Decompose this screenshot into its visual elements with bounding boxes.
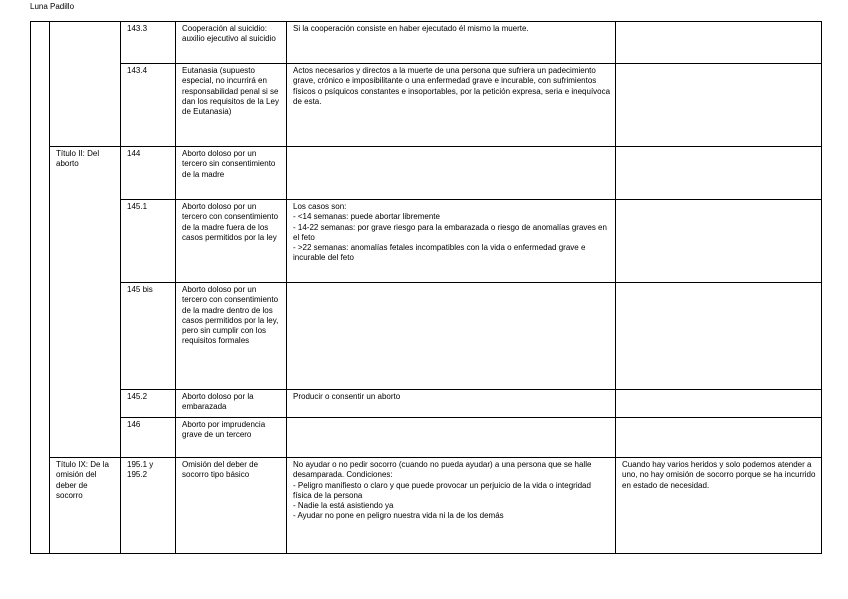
table-row [31,390,822,418]
title-cell: Título II: Del aborto [50,147,121,458]
notes-cell [616,200,822,283]
description-line: - Nadie la está asistiendo ya [293,501,394,511]
article-cell: 145 bis [121,283,176,390]
table-row [31,200,822,283]
description-line: Actos necesarios y directos a la muerte de una persona que sufriera un padecimiento grave, crónico e imposibilitante o una enfermedad grave e incurable, con sufrimientos físicos o psíquicos constantes e insoportables, por la petición expresa, seria e inequívoca de esta. [293,66,611,106]
description-cell [287,64,616,147]
description-line: - >22 semanas: anomalías fetales incompatibles con la vida o enfermedad grave e incurable del feto [293,243,586,263]
document-author: Luna Padillo [30,2,75,11]
notes-cell [616,147,822,200]
notes-cell: Cuando hay varios heridos y solo podemos atender a uno, no hay omisión de socorro porque se ha incurrido en estado de necesidad. [616,458,822,554]
article-cell: 143.4 [121,64,176,147]
description-line: - 14-22 semanas: por grave riesgo para la embarazada o riesgo de anomalías graves en el feto [293,222,607,242]
table-row [31,458,822,554]
article-cell: 145.1 [121,200,176,283]
description-line: - Ayudar no pone en peligro nuestra vida ni la de los demás [293,511,504,521]
notes-cell [616,22,822,64]
table-row [31,22,822,64]
description-cell [287,458,616,554]
description-line: Los casos son: [293,202,347,211]
description-line: No ayudar o no pedir socorro (cuando no pueda ayudar) a una persona que se halle desamparada. Condiciones: [293,460,592,480]
offense-name-cell: Aborto por imprudencia grave de un tercero [176,418,287,458]
description-line: - Peligro manifiesto o claro y que puede provocar un perjuicio de la vida o integridad física de la persona [293,480,591,500]
margin-cell [31,22,50,554]
table-row [31,64,822,147]
article-cell: 146 [121,418,176,458]
notes-cell [616,390,822,418]
offense-name-cell: Aborto doloso por la embarazada [176,390,287,418]
offense-name-cell: Eutanasia (supuesto especial, no incurrirá en responsabilidad penal si se dan los requisitos de la Ley de Eutanasia) [176,64,287,147]
description-cell [287,22,616,64]
notes-cell [616,64,822,147]
offense-name-cell: Aborto doloso por un tercero con consentimiento de la madre dentro de los casos permitidos por la ley, pero sin cumplir con los requisitos formales [176,283,287,390]
description-cell [287,147,616,200]
article-cell: 143.3 [121,22,176,64]
description-line: Si la cooperación consiste en haber ejecutado él mismo la muerte. [293,24,529,33]
offense-name-cell: Cooperación al suicidio: auxilio ejecutivo al suicidio [176,22,287,64]
description-cell [287,283,616,390]
table-row [31,283,822,390]
offense-name-cell: Aborto doloso por un tercero con consentimiento de la madre fuera de los casos permitidos por la ley [176,200,287,283]
notes-cell [616,418,822,458]
description-line: Producir o consentir un aborto [293,392,401,401]
description-cell [287,390,616,418]
article-cell: 145.2 [121,390,176,418]
article-cell: 144 [121,147,176,200]
article-cell: 195.1 y 195.2 [121,458,176,554]
offense-name-cell: Aborto doloso por un tercero sin consentimiento de la madre [176,147,287,200]
offense-name-cell: Omisión del deber de socorro tipo básico [176,458,287,554]
penal-code-table [30,21,822,554]
notes-cell [616,283,822,390]
description-cell [287,200,616,283]
title-cell: Título IX: De la omisión del deber de socorro [50,458,121,554]
description-cell [287,418,616,458]
table-row [31,147,822,200]
description-line: - <14 semanas: puede abortar libremente [293,212,440,222]
table-row [31,418,822,458]
title-cell [50,22,121,147]
